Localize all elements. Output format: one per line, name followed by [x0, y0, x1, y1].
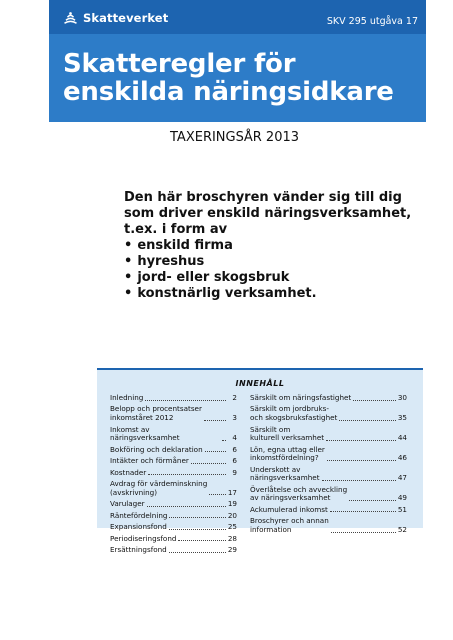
- toc-entry-label: Inledning: [110, 393, 144, 402]
- bullet-item: • hyreshus: [124, 254, 424, 270]
- toc-entry: [110, 535, 237, 544]
- toc-entry-page: 4: [232, 433, 237, 443]
- toc-entry-label: Inkomst av näringsverksamhet: [110, 424, 180, 443]
- toc-entry-label: Bokföring och deklaration: [110, 444, 203, 454]
- toc-entry: [110, 405, 237, 422]
- toc-leader-dots: [326, 440, 396, 441]
- toc-entry: [110, 426, 237, 443]
- toc-entry-page: 28: [227, 533, 237, 543]
- toc-entry-label: Lön, egna uttag eller inkomstfördelning?: [250, 444, 325, 463]
- toc-entry: [110, 446, 237, 455]
- toc-entry-page: 29: [227, 545, 237, 555]
- tax-year: TAXERINGSÅR 2013: [170, 130, 300, 145]
- toc-entry: [110, 546, 237, 555]
- toc-entry: [110, 394, 237, 403]
- toc-entry-page: 35: [397, 413, 407, 423]
- toc-leader-dots: [178, 540, 225, 541]
- toc-leader-dots: [327, 460, 396, 461]
- toc-entry-page: 3: [232, 413, 237, 423]
- bullet-item: • jord- eller skogsbruk: [124, 270, 424, 286]
- toc-entry-label: Belopp och procentsatser inkomståret 2012: [110, 404, 202, 423]
- intro-line: Den här broschyren vänder sig till dig: [124, 190, 402, 205]
- toc-entry: [110, 523, 237, 532]
- intro-bullet-list: [124, 238, 424, 302]
- toc-entry: [110, 469, 237, 478]
- toc-leader-dots: [145, 400, 226, 401]
- toc-leader-dots: [169, 552, 226, 553]
- toc-entry-page: 9: [232, 467, 237, 477]
- toc-entry-label: Särskilt om kulturell verksamhet: [250, 424, 325, 443]
- toc-entry: [110, 500, 237, 509]
- toc-column-left: [110, 394, 237, 558]
- toc-entry-label: Periodiseringsfond: [110, 533, 177, 543]
- toc-heading: INNEHÅLL: [235, 379, 285, 388]
- bullet-item: • enskild firma: [124, 238, 424, 254]
- toc-entry-page: 47: [397, 473, 407, 483]
- toc-entry: [250, 446, 407, 463]
- toc-leader-dots: [349, 500, 396, 501]
- toc-entry-page: 19: [227, 499, 237, 509]
- toc-entry-page: 46: [397, 453, 407, 463]
- toc-leader-dots: [331, 532, 396, 533]
- toc-leader-dots: [322, 480, 396, 481]
- toc-entry-page: 44: [397, 433, 407, 443]
- toc-entry: [250, 405, 407, 422]
- intro-text: [124, 190, 424, 302]
- toc-entry: [250, 517, 407, 534]
- toc-leader-dots: [169, 529, 226, 530]
- toc-entry-label: Intäkter och förmåner: [110, 456, 189, 466]
- toc-leader-dots: [148, 474, 226, 475]
- toc-leader-dots: [169, 517, 225, 518]
- toc-entry: [250, 426, 407, 443]
- toc-entry: [110, 457, 237, 466]
- toc-entry: [110, 512, 237, 521]
- toc-entry-label: Underskott av näringsverksamhet: [250, 464, 320, 483]
- toc-leader-dots: [191, 463, 226, 464]
- toc-entry: [250, 394, 407, 403]
- toc-entry-page: 49: [397, 493, 407, 503]
- bullet-item: • konstnärlig verksamhet.: [124, 286, 424, 302]
- toc-column-right: [250, 394, 407, 537]
- toc-entry-label: Särskilt om näringsfastighet: [250, 393, 352, 402]
- toc-entry-page: 6: [232, 456, 237, 466]
- title-line-1: Skatteregler för: [63, 49, 296, 79]
- toc-entry-label: Särskilt om jordbruks- och skogsbruksfastighet: [250, 404, 338, 423]
- toc-entry: [250, 506, 407, 515]
- toc-leader-dots: [147, 506, 226, 507]
- toc-leader-dots: [204, 420, 226, 421]
- toc-entry-label: Räntefördelning: [110, 510, 168, 520]
- intro-line: som driver enskild näringsverksamhet,: [124, 206, 412, 221]
- toc-entry-page: 51: [397, 504, 407, 514]
- toc-entry-page: 2: [232, 393, 237, 402]
- title-band: [49, 34, 426, 122]
- toc-leader-dots: [209, 494, 226, 495]
- toc-entry-label: Ersättningsfond: [110, 545, 167, 555]
- toc-leader-dots: [339, 420, 395, 421]
- toc-entry-label: Varulager: [110, 499, 145, 509]
- toc-leader-dots: [205, 451, 226, 452]
- toc-entry-page: 25: [227, 522, 237, 532]
- toc-entry: [250, 466, 407, 483]
- toc-leader-dots: [330, 511, 396, 512]
- toc-entry-label: Överlåtelse och avveckling av näringsverksamhet: [250, 484, 348, 503]
- toc-entry-page: 20: [227, 510, 237, 520]
- toc-entry: [250, 486, 407, 503]
- toc-entry-label: Expansionsfond: [110, 522, 167, 532]
- toc-entry-label: Avdrag för värdeminskning (avskrivning): [110, 479, 208, 497]
- logo-text: Skatteverket: [83, 11, 169, 25]
- toc-entry-label: Ackumulerad inkomst: [250, 504, 328, 514]
- table-of-contents: [97, 368, 423, 555]
- skatteverket-logo: [63, 10, 168, 26]
- toc-entry-label: Broschyrer och annan information: [250, 516, 329, 534]
- toc-leader-dots: [222, 440, 226, 441]
- toc-entry: [110, 480, 237, 497]
- toc-entry-page: 30: [397, 393, 407, 402]
- publication-code: SKV 295 utgåva 17: [326, 16, 418, 27]
- toc-entry-page: 6: [232, 444, 237, 454]
- toc-entry-page: 52: [397, 524, 407, 534]
- title-line-2: enskilda näringsidkare: [63, 77, 394, 107]
- document-title: [63, 50, 394, 106]
- toc-leader-dots: [353, 400, 396, 401]
- crown-icon: [63, 11, 78, 25]
- toc-entry-label: Kostnader: [110, 467, 147, 477]
- header-bar: [49, 0, 426, 34]
- toc-entry-page: 17: [227, 487, 237, 497]
- intro-line: t.ex. i form av: [124, 222, 228, 237]
